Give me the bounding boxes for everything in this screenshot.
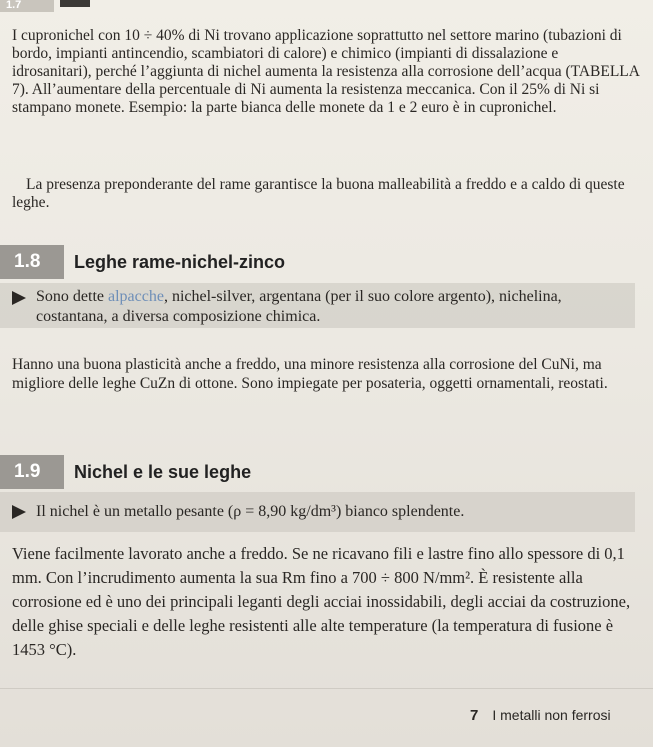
page-footer <box>470 707 611 724</box>
header-mark <box>60 0 90 7</box>
section-badge: 1.7 <box>0 0 54 12</box>
section-number: 1.8 <box>0 245 64 279</box>
section-1-9-body: Viene facilmente lavorato anche a freddo. Se ne ricavano fili e lastre fino allo spessore di 0,1 mm. Con l’incrudimento aumenta la sua Rm fino a 700 ÷ 800 N/mm². È resistente alla corrosione ed è uno dei principali leganti degli acciai inossidabili, degli acciai da costruzione, delle ghise speciali e delle leghe resistenti alle alte temperature (la temperatura di fusione è 1453 °C). <box>12 544 631 659</box>
definition-box-1-8 <box>0 283 635 328</box>
section-heading-1-9 <box>0 455 653 489</box>
footer-divider <box>0 688 653 689</box>
definition-text: Il nichel è un metallo pesante (ρ = 8,90 kg/dm³) bianco splendente. <box>36 503 465 520</box>
arrow-bullet-icon <box>12 291 26 305</box>
intro-paragraph-2: La presenza preponderante del rame garantisce la buona malleabilità a freddo e a caldo di queste leghe. <box>12 176 625 211</box>
chapter-title: I metalli non ferrosi <box>492 707 611 723</box>
intro-paragraph-1: I cupronichel con 10 ÷ 40% di Ni trovano applicazione soprattutto nel settore marino (tubazioni di bordo, impianti antincendio, scambiatori di calore) e chimico (impianti di dissalazione e idrosanitari), perché l’aggiunta di nichel aumenta la resistenza alla corrosione dell’acqua (TABELLA 7). All’aumentare della percentuale di Ni aumenta la resistenza meccanica. Con il 25% di Ni si stampano monete. Esempio: la parte bianca delle monete da 1 e 2 euro è in cupronichel. <box>12 27 640 116</box>
definition-text: Sono dette alpacche, nichel-silver, argentana (per il suo colore argento), nichelina, costantana, a diversa composizione chimica. <box>36 288 562 325</box>
section-number: 1.9 <box>0 455 64 489</box>
section-heading-1-8 <box>0 245 653 279</box>
arrow-bullet-icon <box>12 505 26 519</box>
top-header-strip <box>0 0 653 14</box>
highlighted-term: alpacche <box>108 288 164 305</box>
section-1-8-body: Hanno una buona plasticità anche a freddo, una minore resistenza alla corrosione del CuNi, ma migliore delle leghe CuZn di ottone. Sono impiegate per posateria, oggetti ornamentali, reostati. <box>12 356 608 392</box>
section-title: Nichel e le sue leghe <box>74 462 252 482</box>
section-title: Leghe rame-nichel-zinco <box>74 252 286 272</box>
page-number: 7 <box>470 707 479 724</box>
definition-box-1-9 <box>0 492 635 532</box>
